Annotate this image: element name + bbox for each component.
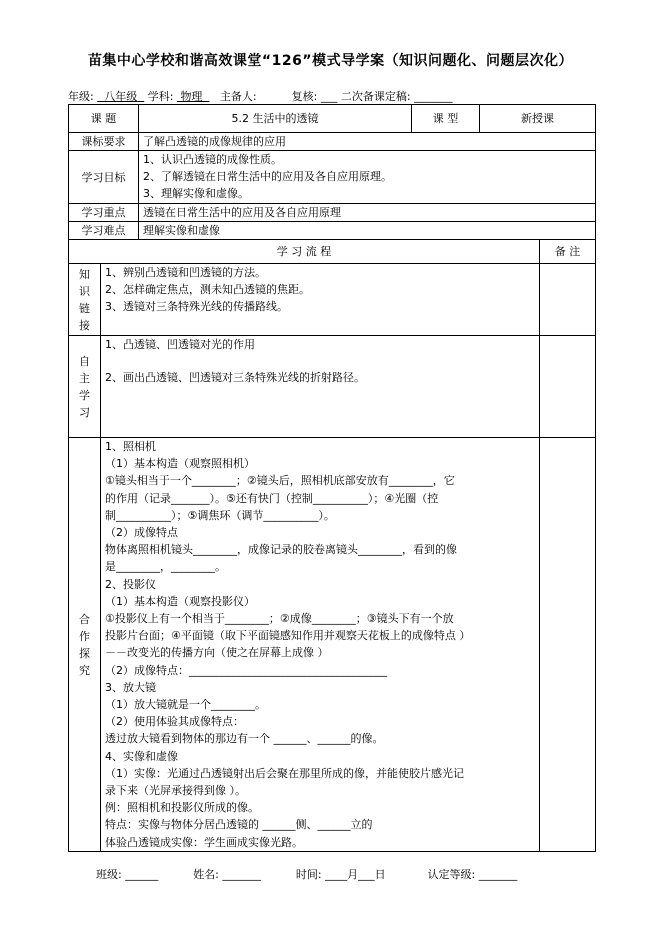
name-blank: _______ [222,868,261,881]
footer-line [96,866,517,882]
knowledge-side-label: 知 识 链 接 [69,264,101,336]
text-line: （1）放大镜就是一个________。 [105,698,266,712]
text-line: 体验凸透镜成实像：学生画成实像光路。 [105,835,303,849]
class-blank: ______ [125,868,159,881]
time-label: 时间: [295,868,322,881]
text-line: 3、放大镜 [105,680,156,694]
cooperation-side-label: 合 作 探 究 [69,438,101,852]
topic-label: 课 题 [69,105,139,133]
flow-title: 学 习 流 程 [69,240,540,264]
grade-label: 年级: [68,90,94,103]
subject-label: 学科: [147,90,174,103]
text-line: －－改变光的传播方向（使之在屏幕上成像 ） [105,646,329,660]
standard-value: 了解凸透镜的成像规律的应用 [139,133,596,151]
knowledge-note [540,264,596,336]
text-line: （1）基本构造（观察照相机） [105,457,255,471]
key-point-label: 学习重点 [69,204,139,222]
class-label: 班级: [96,868,122,881]
self-study-note [540,336,596,438]
topic-value: 5.2 生活中的透镜 [139,105,412,133]
level-blank: _______ [478,868,518,881]
grade-value: 八年级 [104,90,138,103]
text-line: 例：照相机和投影仪所成的像。 [105,801,259,815]
goal-item: 1、认识凸透镜的成像性质。 [143,153,282,166]
type-label: 课 型 [412,105,480,133]
goal-item: 2、了解透镜在日常生活中的应用及各自应用原理。 [143,170,392,183]
name-label: 姓名: [193,868,219,881]
lesson-table [68,104,596,852]
meta-line [68,88,453,104]
text-line: 4、实像和虚像 [105,749,178,763]
text-line: （2）成像特点 [105,526,178,540]
note-label: 备 注 [540,240,596,264]
second-draft-blank: _______ [414,90,453,103]
review-blank: ___ [320,90,338,103]
second-draft-label: 二次备课定稿: [340,90,411,103]
goal-label: 学习目标 [69,151,139,204]
text-line: ①投影仪上有一个相当于________；②成像________；③镜头下有一个放 [105,612,454,626]
text-line: （1）基本构造（观察投影仪） [105,594,255,608]
text-line: 1、照相机 [105,440,156,453]
type-value: 新授课 [480,105,596,133]
text-line: （2）成像特点：____________________________________ [105,663,387,677]
list-item: 3、透镜对三条特殊光线的传播路线。 [105,300,288,313]
knowledge-content [101,264,540,336]
document-title: 苗集中心学校和谐高效课堂“126”模式导学案（知识问题化、问题层次化） [87,53,574,69]
difficulty-label: 学习难点 [69,222,139,240]
level-label: 认定等级: [427,868,476,881]
review-label: 复核: [291,90,318,103]
list-item: 2、画出凸透镜、凹透镜对三条特殊光线的折射路径。 [105,371,365,384]
text-line: 物体离照相机镜头________，成像记录的胶卷离镜头________，看到的像 [105,543,457,557]
subject-value: 物理 [180,90,203,103]
self-study-content [101,336,540,438]
text-line: 录下来（光屏承接得到像 ）。 [105,784,246,798]
text-line: （2）使用体验其成像特点： [105,715,244,729]
goal-list [139,151,596,204]
text-line: 是________，________。 [105,560,226,574]
text-line: 的作用（记录_______）。⑤还有快门（控制__________）；④光圈（控 [105,491,439,505]
text-line: 透过放大镜看到物体的那边有一个 ______、______的像。 [105,732,384,746]
self-study-side-label: 自 主 学 习 [69,336,101,438]
list-item: 2、怎样确定焦点，测未知凸透镜的焦距。 [105,283,310,296]
preparer-label: 主备人: [219,90,257,103]
list-item: 1、辨别凸透镜和凹透镜的方法。 [105,266,266,279]
text-line: 投影片台面；④平面镜（取下平面镜感知作用并观察天花板上的成像特点 ） [105,629,471,643]
text-line: 制__________）；⑤调焦环（调节__________）。 [105,508,335,522]
difficulty-value: 理解实像和虚像 [139,222,596,240]
time-value: ____月___日 [325,868,386,881]
text-line: 特点：实像与物体分居凸透镜的 ______侧、______立的 [105,818,373,832]
cooperation-note [540,438,596,852]
key-point-value: 透镜在日常生活中的应用及各自应用原理 [139,204,596,222]
goal-item: 3、理解实像和虚像。 [143,187,249,200]
text-line: （1）实像：光通过凸透镜射出后会聚在那里所成的像，并能使胶片感光记 [105,766,464,780]
text-line: 2、投影仪 [105,577,156,591]
text-line: ①镜头相当于一个________；②镜头后，照相机底部安放有________，它 [105,474,455,488]
cooperation-content [101,438,540,852]
list-item: 1、凸透镜、凹透镜对光的作用 [105,338,255,351]
standard-label: 课标要求 [69,133,139,151]
